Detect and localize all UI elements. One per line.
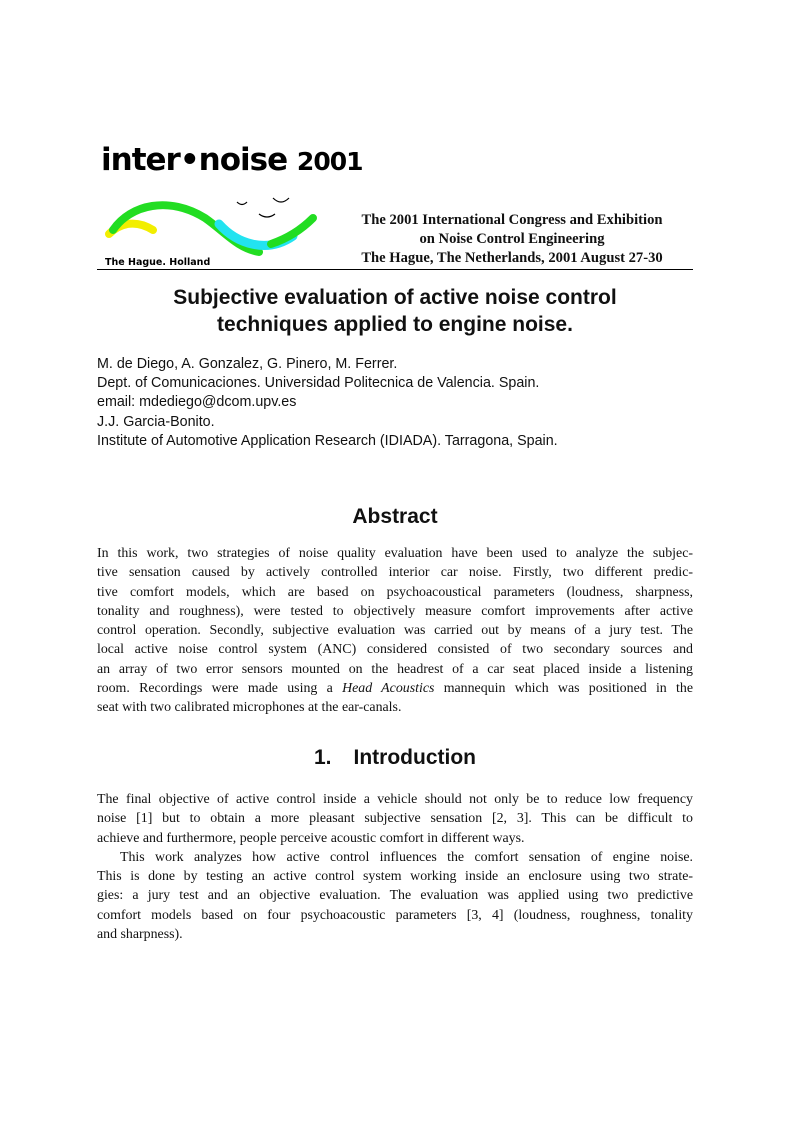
abstract-text bbox=[97, 544, 693, 718]
author-name-2: J.J. Garcia-Bonito. bbox=[97, 413, 215, 430]
abstract-line: tive comfort models, which are based on psychoacoustical parameters (loudness, sharpness, bbox=[97, 584, 693, 600]
intro-line: comfort models based on four psychoacoustic parameters [3, 4] (loudness, roughness, tonality bbox=[97, 907, 693, 923]
logo-name: inter•noise bbox=[101, 142, 288, 178]
title-line-1: Subjective evaluation of active noise control bbox=[173, 286, 617, 309]
inter-noise-logo bbox=[97, 142, 363, 272]
logo-smile-mark-1 bbox=[237, 202, 247, 205]
intro-line: achieve and furthermore, people perceive acoustic comfort in different ways. bbox=[97, 830, 525, 846]
intro-line: and sharpness). bbox=[97, 927, 183, 943]
conference-line-2: on Noise Control Engineering bbox=[419, 231, 605, 247]
section-title: Introduction bbox=[353, 746, 476, 769]
intro-line: This is done by testing an active control system working inside an enclosure using two strate- bbox=[97, 869, 693, 885]
intro-line: noise [1] but to obtain a more pleasant subjective sensation [2, 3]. This can be difficult to bbox=[97, 811, 693, 827]
abstract-line: an array of two error sensors mounted on the headrest of a car seat placed inside a listening bbox=[97, 661, 693, 677]
intro-line: The final objective of active control inside a vehicle should not only be to reduce low frequency bbox=[97, 792, 693, 807]
abstract-line-end: mannequin which was positioned in the bbox=[434, 681, 694, 697]
head-acoustics-term: Head Acoustics bbox=[342, 681, 435, 697]
intro-line: This work analyzes how active control influences the comfort sensation of engine noise. bbox=[120, 849, 693, 865]
author-email: email: mdediego@dcom.upv.es bbox=[97, 394, 297, 411]
intro-line: gies: a jury test and an objective evaluation. The evaluation was applied using two predictive bbox=[97, 888, 693, 904]
author-affiliation-1: Dept. of Comunicaciones. Universidad Politecnica de Valencia. Spain. bbox=[97, 375, 540, 392]
logo-smile-mark-2 bbox=[273, 198, 289, 202]
conference-line-3: The Hague, The Netherlands, 2001 August 27-30 bbox=[361, 250, 663, 266]
header-rule bbox=[97, 269, 693, 270]
introduction-heading bbox=[97, 746, 693, 770]
author-affiliation-2: Institute of Automotive Application Research (IDIADA). Tarragona, Spain. bbox=[97, 432, 558, 449]
abstract-line-start: room. Recordings were made using a bbox=[97, 681, 343, 697]
abstract-line: tive sensation caused by actively controlled interior car noise. Firstly, two different predic- bbox=[97, 565, 693, 581]
abstract-line: seat with two calibrated microphones at the ear-canals. bbox=[97, 700, 402, 716]
abstract-line: control operation. Secondly, subjective evaluation was carried out by means of a jury test. The bbox=[97, 623, 693, 639]
conference-line-1: The 2001 International Congress and Exhibition bbox=[361, 212, 663, 228]
title-line-2: techniques applied to engine noise. bbox=[217, 313, 573, 336]
logo-green-wave bbox=[113, 205, 259, 252]
logo-year: 2001 bbox=[296, 147, 363, 176]
abstract-line: In this work, two strategies of noise quality evaluation have been used to analyze the subjec- bbox=[97, 546, 693, 561]
introduction-text bbox=[97, 790, 693, 944]
author-block bbox=[97, 355, 697, 451]
conference-info bbox=[334, 211, 690, 268]
logo-smile-mark-3 bbox=[259, 214, 275, 217]
abstract-line: tonality and roughness), were tested to objectively measure comfort improvements after active bbox=[97, 603, 693, 619]
section-number: 1. bbox=[314, 746, 332, 769]
abstract-line bbox=[97, 679, 693, 698]
author-names: M. de Diego, A. Gonzalez, G. Pinero, M. Ferrer. bbox=[97, 356, 398, 372]
abstract-line: local active noise control system (ANC) considered consisted of two secondary sources and bbox=[97, 642, 693, 658]
wave-logo-graphic bbox=[97, 186, 337, 258]
abstract-heading: Abstract bbox=[352, 505, 438, 528]
logo-location: The Hague. Holland bbox=[105, 257, 211, 268]
paper-title bbox=[97, 284, 693, 338]
logo-wordmark bbox=[101, 142, 363, 178]
